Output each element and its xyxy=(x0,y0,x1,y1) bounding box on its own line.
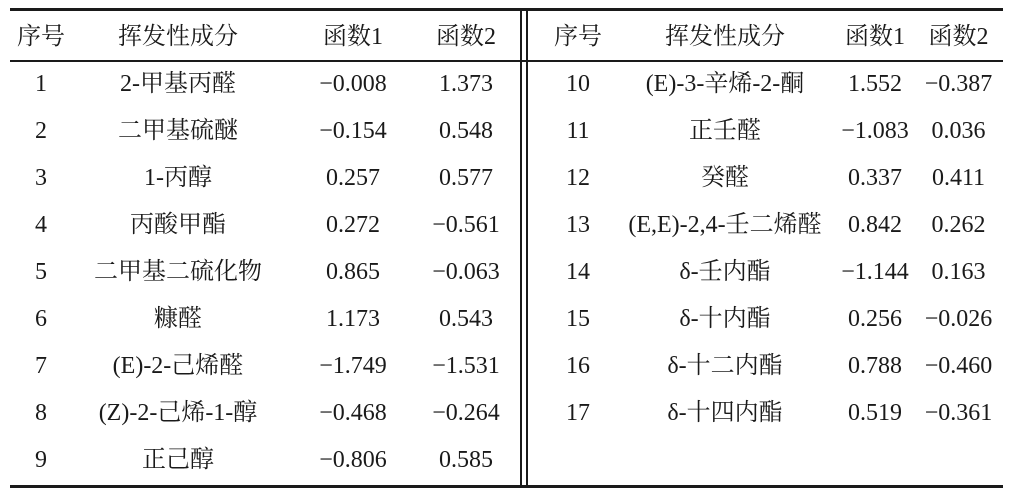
header-func2-right: 函数2 xyxy=(928,24,989,50)
cell-func2: −0.361 xyxy=(924,400,993,426)
cell-no: 2 xyxy=(35,118,47,144)
cell-no: 14 xyxy=(566,259,590,285)
column-divider-left xyxy=(520,11,522,485)
header-no-right: 序号 xyxy=(554,24,602,50)
cell-func1: −0.008 xyxy=(319,71,387,97)
header-no-left: 序号 xyxy=(17,24,65,50)
cell-component: 2-甲基丙醛 xyxy=(120,71,236,97)
cell-no: 16 xyxy=(566,353,590,379)
cell-func2: −0.026 xyxy=(924,306,993,332)
cell-no: 1 xyxy=(35,71,47,97)
data-table xyxy=(10,8,1003,490)
bottom-rule xyxy=(10,485,1003,488)
cell-func2: 0.036 xyxy=(931,118,986,144)
cell-no: 15 xyxy=(566,306,590,332)
cell-func2: −0.063 xyxy=(432,259,500,285)
cell-func2: 0.543 xyxy=(439,306,493,332)
cell-component: (E)-2-己烯醛 xyxy=(112,353,244,379)
header-func2-left: 函数2 xyxy=(436,24,496,50)
cell-func2: −1.531 xyxy=(432,353,500,379)
cell-component: δ-十二内酯 xyxy=(667,353,783,379)
cell-func1: −1.749 xyxy=(319,353,387,379)
cell-component: δ-十内酯 xyxy=(679,306,771,332)
header-component-left: 挥发性成分 xyxy=(118,24,238,50)
cell-no: 4 xyxy=(35,212,47,238)
cell-func2: −0.460 xyxy=(924,353,993,379)
cell-func2: 0.577 xyxy=(439,165,493,191)
cell-func1: 1.173 xyxy=(326,306,380,332)
cell-func1: 0.272 xyxy=(326,212,380,238)
cell-func1: −0.806 xyxy=(319,447,387,473)
cell-func1: 0.788 xyxy=(848,353,902,379)
cell-component: (Z)-2-己烯-1-醇 xyxy=(98,400,258,426)
cell-component: 1-丙醇 xyxy=(144,165,212,191)
cell-no: 12 xyxy=(566,165,590,191)
cell-component: 正壬醛 xyxy=(689,118,761,144)
cell-no: 6 xyxy=(35,306,47,332)
cell-func2: 0.585 xyxy=(439,447,493,473)
cell-component: 丙酸甲酯 xyxy=(130,212,226,238)
cell-func2: −0.264 xyxy=(432,400,500,426)
cell-func1: 1.552 xyxy=(848,71,902,97)
header-func1-right: 函数1 xyxy=(845,24,905,50)
cell-no: 7 xyxy=(35,353,47,379)
cell-func1: 0.519 xyxy=(848,400,902,426)
cell-no: 11 xyxy=(566,118,590,144)
cell-func1: −1.144 xyxy=(841,259,909,285)
cell-func1: 0.842 xyxy=(848,212,902,238)
cell-func1: −0.154 xyxy=(319,118,387,144)
cell-func1: 0.257 xyxy=(326,165,380,191)
cell-no: 10 xyxy=(566,71,590,97)
cell-func2: −0.387 xyxy=(924,71,993,97)
cell-func2: 0.163 xyxy=(931,259,986,285)
cell-no: 9 xyxy=(35,447,47,473)
cell-func1: 0.865 xyxy=(326,259,380,285)
cell-no: 13 xyxy=(566,212,590,238)
cell-func1: 0.256 xyxy=(848,306,902,332)
cell-component: (E)-3-辛烯-2-酮 xyxy=(645,71,805,97)
header-func1-left: 函数1 xyxy=(323,24,383,50)
column-divider-right xyxy=(526,11,528,485)
cell-no: 5 xyxy=(35,259,47,285)
cell-func1: −1.083 xyxy=(841,118,909,144)
header-component-right: 挥发性成分 xyxy=(665,24,785,50)
cell-component: 糠醛 xyxy=(154,306,202,332)
cell-component: 二甲基硫醚 xyxy=(118,118,238,144)
cell-func2: 1.373 xyxy=(439,71,493,97)
cell-no: 17 xyxy=(566,400,590,426)
top-rule xyxy=(10,8,1003,11)
cell-no: 8 xyxy=(35,400,47,426)
cell-func2: 0.262 xyxy=(931,212,986,238)
cell-component: δ-壬内酯 xyxy=(679,259,771,285)
cell-no: 3 xyxy=(35,165,47,191)
cell-func2: 0.548 xyxy=(439,118,493,144)
cell-func2: −0.561 xyxy=(432,212,500,238)
cell-component: 癸醛 xyxy=(701,165,749,191)
cell-component: δ-十四内酯 xyxy=(667,400,783,426)
cell-component: 二甲基二硫化物 xyxy=(94,259,262,285)
cell-func1: 0.337 xyxy=(848,165,902,191)
cell-func2: 0.411 xyxy=(931,165,986,191)
cell-component: 正己醇 xyxy=(142,447,214,473)
cell-func1: −0.468 xyxy=(319,400,387,426)
cell-component: (E,E)-2,4-壬二烯醛 xyxy=(628,212,822,238)
